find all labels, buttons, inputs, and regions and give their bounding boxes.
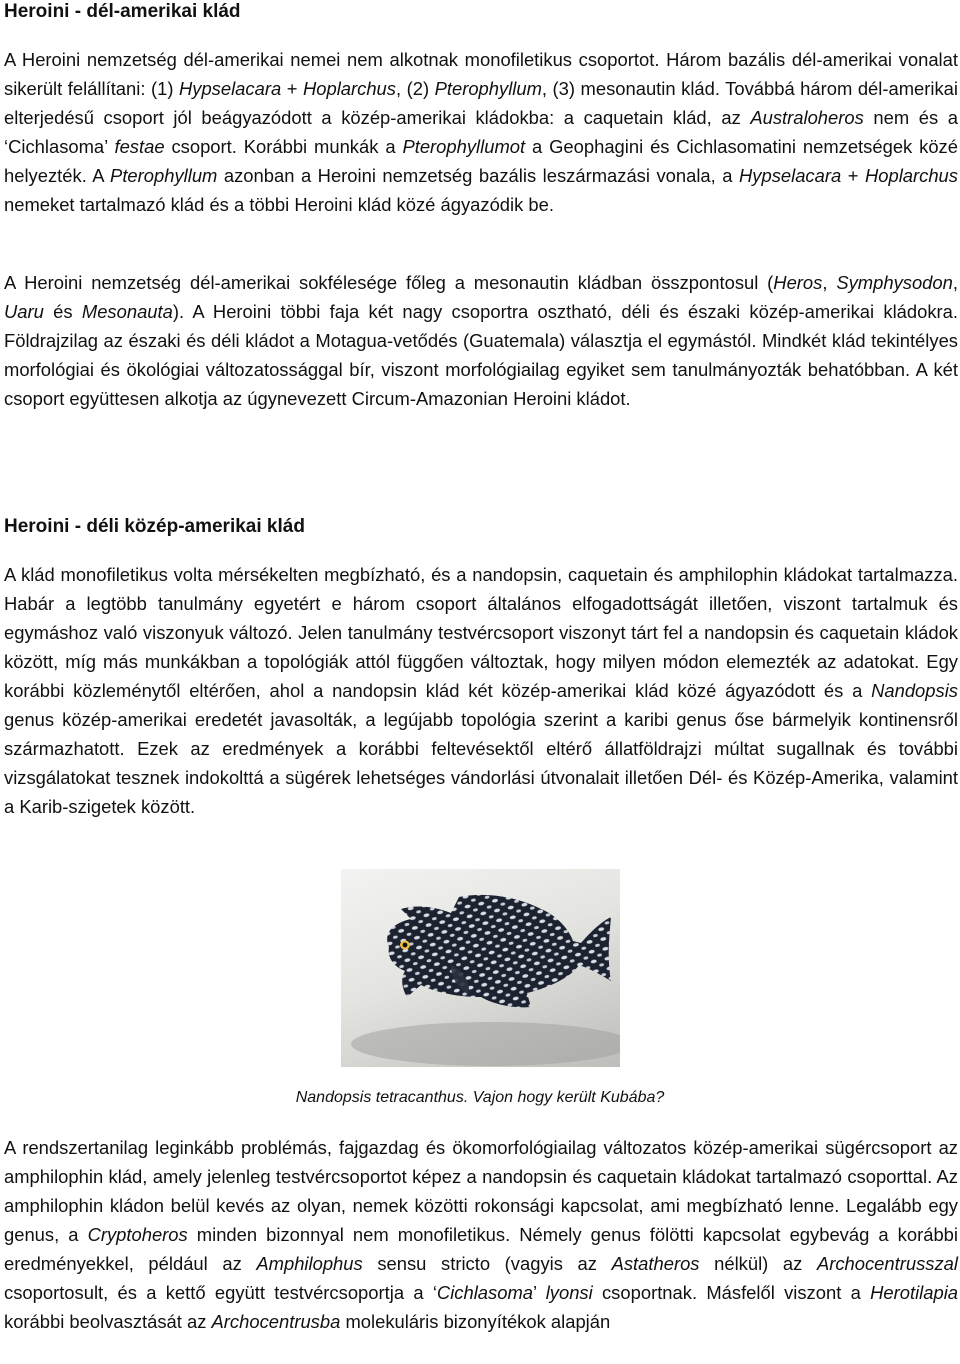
italic-run: Archocentrusba [211,1311,341,1332]
italic-run: Astatheros [611,1253,700,1274]
text-run: , (3) mesonautin klád. Továbbá három dél-amerikai elterjedésű csoport jól beágyazódott a közép-amerikai kládokba: a caquetain klád, az [4,78,958,128]
italic-run: Amphilophus [256,1253,363,1274]
section-heading-southern-central-american-clade: Heroini - déli közép-amerikai klád [4,516,305,537]
text-run: csoport. Korábbi munkák a [164,136,403,157]
italic-run: Archocentrusszal [816,1253,958,1274]
italic-run: Mesonauta [81,301,173,322]
text-run: + [281,78,303,99]
nandopsis-fish-image [341,869,620,1067]
italic-run: Symphysodon [836,272,953,293]
text-run: csoportosult, és a kettő együtt testvércsoportja a ‘ [4,1282,437,1303]
text-run: A Heroini nemzetség dél-amerikai nemei nem alkotnak monofiletikus csoportot. Három bazális dél-amerikai vonalat sikerült felállítani: (1) [4,49,958,99]
text-run: genus közép-amerikai eredetét javasolták, a legújabb topológia szerint a karibi genus őse bármelyik kontinensről származhatott. Ezek az eredmények a korábbi feltevésektől eltérő állatföldrajzi múltat sugallnak és további vizsgálatokat tesznek indokolttá a sügérek lehetséges vándorlási útvonalait illetően Dél- és Közép-Amerika, valamint a Karib-szigetek között. [4,709,958,817]
paragraph-2 [4,268,958,413]
italic-run: lyonsi [545,1282,593,1303]
text-run: A Heroini nemzetség dél-amerikai sokfélesége főleg a mesonautin kládban összpontosul ( [4,272,774,293]
text-run: korábbi beolvasztását az [4,1311,212,1332]
text-run: ). A Heroini többi faja két nagy csoportra osztható, déli és északi közép-amerikai kládokra. Földrajzilag az északi és déli kládot a Motagua-vetődés (Guatemala) választja el egymástól. Mindkét klád tekintélyes morfológiai és ökológiai változatossággal bír, viszont morfológiailag egyiket sem tanulmányozták behatóbban. A két csoport együttesen alkotja az úgynevezett Circum-Amazonian Heroini kládot. [4,301,958,409]
text-run: csoportnak. Másfelől viszont a [592,1282,871,1303]
italic-run: Pterophyllum [110,165,218,186]
italic-run: Cryptoheros [87,1224,188,1245]
text-run: molekuláris bizonyítékok alapján [340,1311,611,1332]
italic-run: Cichlasoma [436,1282,533,1303]
italic-run: Heros [773,272,823,293]
italic-run: Hypselacara [178,78,282,99]
italic-run: Herotilapia [870,1282,959,1303]
text-run: és [43,301,82,322]
photo-caption: Nandopsis tetracanthus. Vajon hogy került Kubába? [295,1089,665,1106]
text-run: minden bizonnyal nem monofiletikus. Némely genus fölötti kapcsolat egybevág a korábbi eredményekkel, például az [4,1224,958,1274]
italic-run: festae [114,136,165,157]
text-run: a Geophagini és Cichlasomatini nemzetségek közé helyezték. A [4,136,958,186]
italic-run: Uaru [4,301,44,322]
text-run: + [841,165,865,186]
italic-run: Hoplarchus [302,78,396,99]
text-run: A rendszertanilag leginkább problémás, fajgazdag és ökomorfológiailag változatos közép-amerikai sügércsoport az amphilophin klád, amely jelenleg testvércsoportot képez a nandopsin és caquetain kládokat tartalmazó csoporttal. Az amphilophin kládon belül kevés az olyan, nemek közötti rokonsági kapcsolat, ami megbízható lenne. Legalább egy genus, a [4,1137,958,1245]
italic-run: Pterophyllum [434,78,542,99]
paragraph-1 [4,45,958,219]
paragraph-3 [4,560,958,821]
italic-run: Nandopsis [871,680,958,701]
text-run: A klád monofiletikus volta mérsékelten megbízható, és a nandopsin, caquetain és amphilophin kládokat tartalmazza. Habár a legtöbb tanulmány egyetért e három csoport általános elfogadottságát illetően, viszont tartalmuk és egymáshoz való viszonyuk változó. Jelen tanulmány testvércsoport viszonyt tárt fel a nandopsin és caquetain kládok között, míg más munkákban a topológiák attól függően változtak, hogy milyen módon elemezték az adatokat. Egy korábbi közleménytől eltérően, ahol a nandopsin klád két közép-amerikai klád közé ágyazódott és a [4,564,958,701]
fish-photo [341,869,620,1067]
text-run: sensu stricto (vagyis az [362,1253,612,1274]
text-run: nem és a ‘Cichlasoma’ [4,107,958,157]
paragraph-4 [4,1133,958,1336]
italic-run: Hypselacara [738,165,842,186]
italic-run: Pterophyllumot [402,136,526,157]
text-run: azonban a Heroini nemzetség bazális leszármazási vonala, a [217,165,739,186]
text-run: nélkül) az [699,1253,817,1274]
italic-run: Australoheros [750,107,864,128]
section-heading-south-american-clade: Heroini - dél-amerikai klád [4,1,241,22]
text-run: , (2) [395,78,435,99]
text-run: ’ [533,1282,546,1303]
text-run: , [822,272,837,293]
text-run: , [952,272,958,293]
text-run: nemeket tartalmazó klád és a többi Heroini klád közé ágyazódik be. [4,194,554,215]
italic-run: Hoplarchus [864,165,958,186]
